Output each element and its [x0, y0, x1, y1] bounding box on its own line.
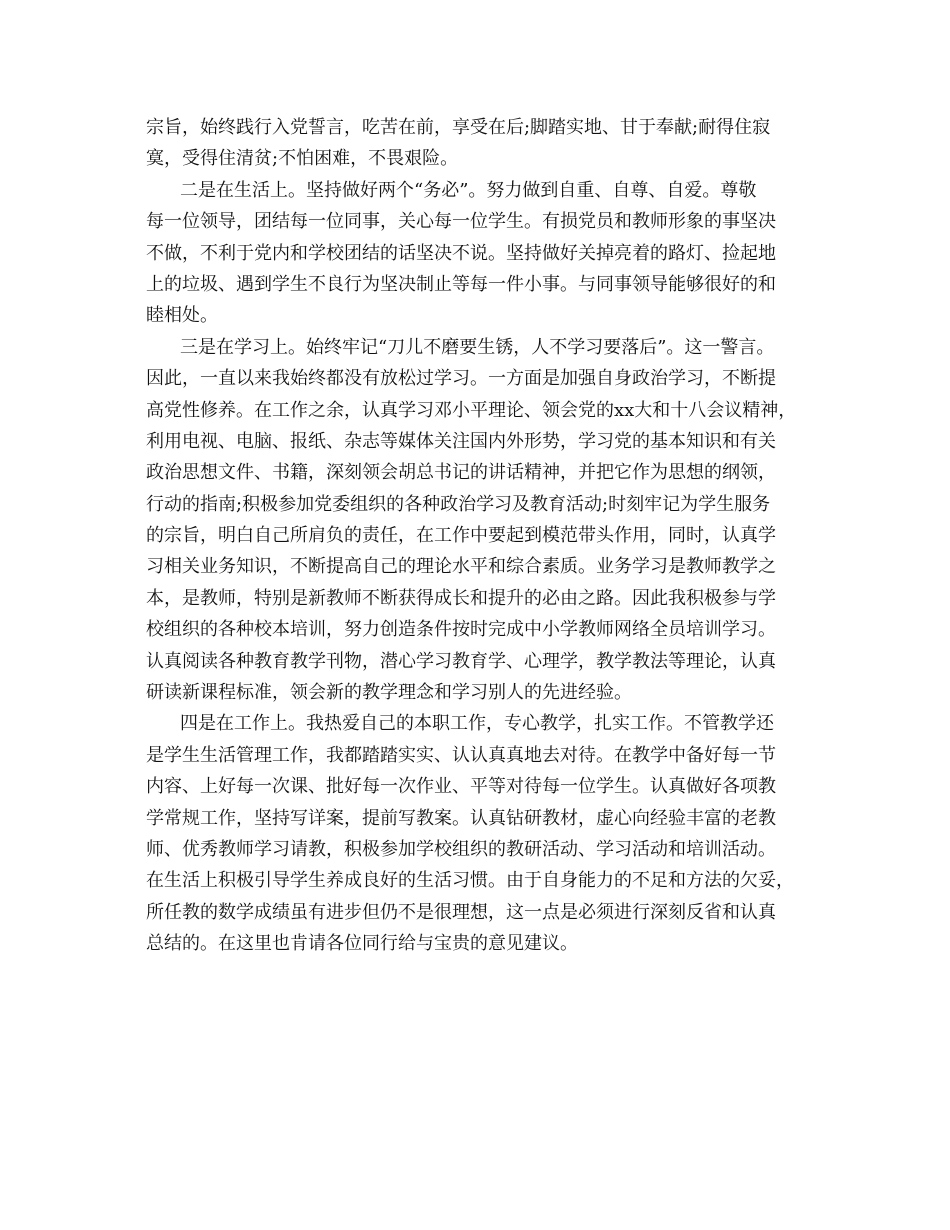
- text-line-6: 上的垃圾、遇到学生不良行为坚决制止等每一件小事。与同事领导能够很好的和: [146, 273, 776, 295]
- text-line-8: 三是在学习上。始终牢记“刀儿不磨要生锈，人不学习要落后”。这一警言。: [180, 336, 775, 358]
- text-line-20: 四是在工作上。我热爱自己的本职工作，专心教学，扎实工作。不管教学还: [180, 713, 774, 735]
- text-line-18: 认真阅读各种教育教学刊物，潜心学习教育学、心理学，教学教法等理论，认真: [146, 650, 776, 672]
- text-line-7: 睦相处。: [146, 305, 218, 327]
- text-line-23: 学常规工作，坚持写详案，提前写教案。认真钻研教材，虚心向经验丰富的老教: [146, 807, 776, 829]
- text-line-9: 因此，一直以来我始终都没有放松过学习。一方面是加强自身政治学习，不断提: [146, 368, 776, 390]
- text-line-15: 习相关业务知识，不断提高自己的理论水平和综合素质。业务学习是教师教学之: [146, 556, 776, 578]
- text-line-21: 是学生生活管理工作，我都踏踏实实、认认真真地去对待。在教学中备好每一节: [146, 744, 776, 766]
- text-line-10: 高党性修养。在工作之余，认真学习邓小平理论、领会党的xx大和十八会议精神，: [146, 399, 797, 421]
- text-line-14: 的宗旨，明白自己所肩负的责任，在工作中要起到模范带头作用，同时，认真学: [146, 525, 776, 547]
- text-line-22: 内容、上好每一次课、批好每一次作业、平等对待每一位学生。认真做好各项教: [146, 776, 776, 798]
- text-line-1: 宗旨，始终践行入党誓言，吃苦在前，享受在后;脚踏实地、甘于奉献;耐得住寂: [146, 117, 771, 138]
- text-line-4: 每一位领导，团结每一位同事，关心每一位学生。有损党员和教师形象的事坚决: [146, 211, 776, 233]
- text-line-3: 二是在生活上。坚持做好两个“务必”。努力做到自重、自尊、自爱。尊敬: [180, 179, 757, 201]
- text-line-26: 所任教的数学成绩虽有进步但仍不是很理想，这一点是必须进行深刻反省和认真: [146, 901, 776, 923]
- text-line-5: 不做，不利于党内和学校团结的话坚决不说。坚持做好关掉亮着的路灯、捡起地: [146, 242, 776, 264]
- text-line-25: 在生活上积极引导学生养成良好的生活习惯。由于自身能力的不足和方法的欠妥，: [146, 870, 794, 892]
- text-line-13: 行动的指南;积极参加党委组织的各种政治学习及教育活动;时刻牢记为学生服务: [146, 493, 771, 515]
- text-line-12: 政治思想文件、书籍，深刻领会胡总书记的讲话精神，并把它作为思想的纲领，: [146, 462, 776, 484]
- text-line-24: 师、优秀教师学习请教，积极参加学校组织的教研活动、学习活动和培训活动。: [146, 838, 776, 860]
- text-line-27: 总结的。在这里也肯请各位同行给与宝贵的意见建议。: [146, 933, 578, 955]
- text-line-19: 研读新课程标准，领会新的教学理念和学习别人的先进经验。: [146, 682, 632, 704]
- text-line-16: 本，是教师，特别是新教师不断获得成长和提升的必由之路。因此我积极参与学: [146, 587, 776, 609]
- text-line-17: 校组织的各种校本培训，努力创造条件按时完成中小学教师网络全员培训学习。: [146, 619, 776, 641]
- text-line-11: 利用电视、电脑、报纸、杂志等媒体关注国内外形势，学习党的基本知识和有关: [146, 430, 776, 452]
- text-line-2: 寞，受得住清贫;不怕困难，不畏艰险。: [146, 148, 459, 170]
- document-body: [146, 112, 816, 960]
